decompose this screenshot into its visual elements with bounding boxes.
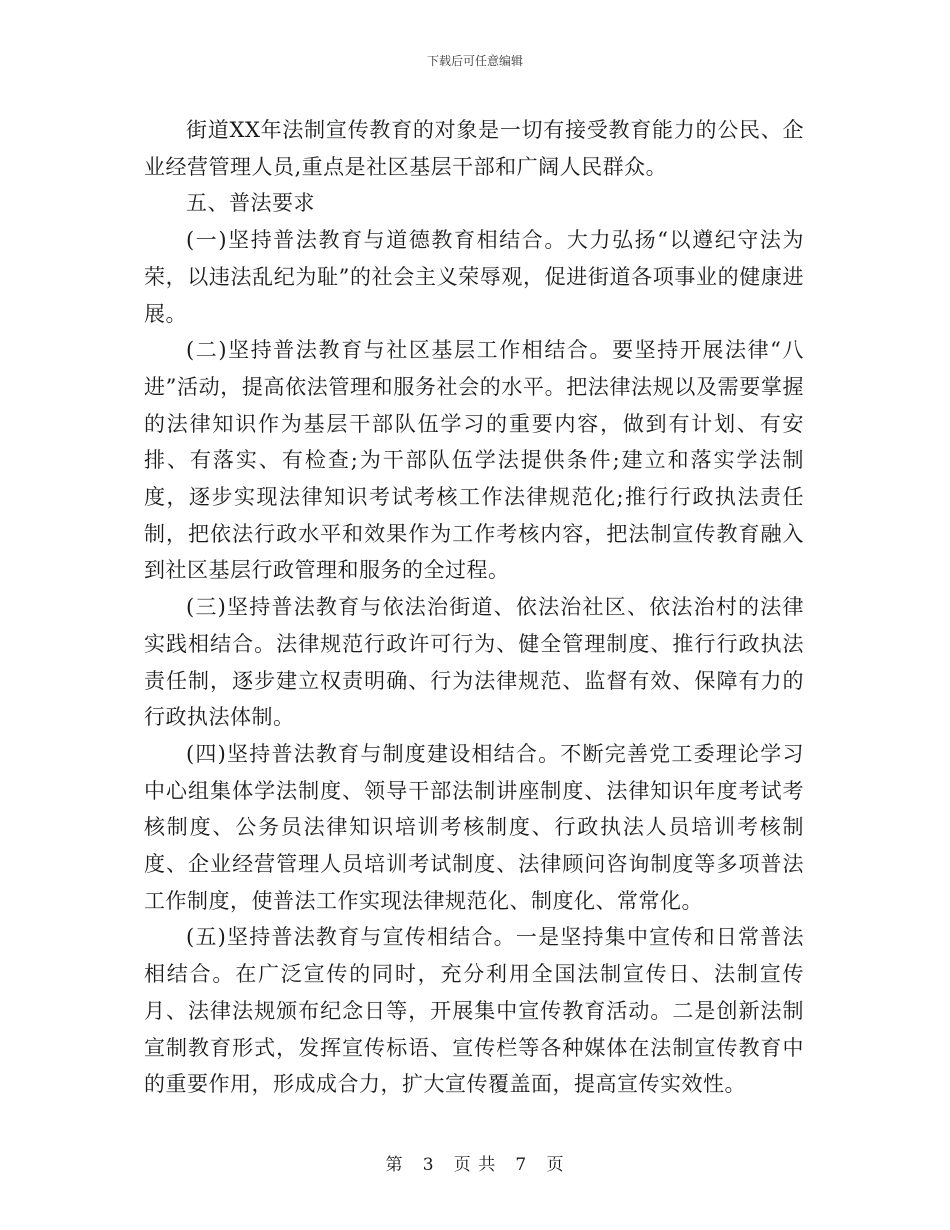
document-body [144, 112, 804, 1103]
paragraph-requirement-1: (一)坚持普法教育与道德教育相结合。大力弘扬“以遵纪守法为荣，以违法乱纪为耻”的社会主义荣辱观，促进街道各项事业的健康进展。 [144, 228, 804, 326]
section-heading-requirements: 五、普法要求 [186, 191, 315, 216]
page-footer [0, 1150, 950, 1175]
paragraph-requirement-4: (四)坚持普法教育与制度建设相结合。不断完善党工委理论学习中心组集体学法制度、领导干部法制讲座制度、法律知识年度考试考核制度、公务员法律知识培训考核制度、行政执法人员培训考核制度、企业经营管理人员培训考试制度、法律顾问咨询制度等多项普法工作制度，使普法工作实现法律规范化、制度化、常常化。 [144, 741, 804, 913]
footer-prefix: 第 [385, 1155, 404, 1175]
footer-total-pages: 7 [515, 1155, 528, 1175]
paragraph-requirement-3: (三)坚持普法教育与依法治街道、依法治社区、依法治村的法律实践相结合。法律规范行政许可行为、健全管理制度、推行行政执法责任制，逐步建立权责明确、行为法律规范、监督有效、保障有力的行政执法体制。 [144, 595, 804, 730]
paragraph-requirement-2: (二)坚持普法教育与社区基层工作相结合。要坚持开展法律“八进”活动，提高依法管理和服务社会的水平。把法律法规以及需要掌握的法律知识作为基层干部队伍学习的重要内容，做到有计划、有安排、有落实、有检查;为干部队伍学法提供条件;建立和落实学法制度，逐步实现法律知识考试考核工作法律规范化;推行行政执法责任制，把依法行政水平和效果作为工作考核内容，把法制宣传教育融入到社区基层行政管理和服务的全过程。 [144, 338, 804, 583]
paragraph-requirement-5: (五)坚持普法教育与宣传相结合。一是坚持集中宣传和日常普法相结合。在广泛宣传的同时，充分利用全国法制宣传日、法制宣传月、法律法规颁布纪念日等，开展集中宣传教育活动。二是创新法制宣制教育形式，发挥宣传标语、宣传栏等各种媒体在法制宣传教育中的重要作用，形成成合力，扩大宣传覆盖面，提高宣传实效性。 [144, 925, 804, 1097]
footer-middle: 页 共 [453, 1155, 497, 1175]
footer-suffix: 页 [546, 1155, 565, 1175]
page-header-note: 下载后可任意编辑 [426, 54, 523, 68]
paragraph-education-targets: 街道XX年法制宣传教育的对象是一切有接受教育能力的公民、企业经营管理人员,重点是社区基层干部和广阔人民群众。 [144, 118, 804, 179]
footer-current-page: 3 [422, 1155, 435, 1175]
